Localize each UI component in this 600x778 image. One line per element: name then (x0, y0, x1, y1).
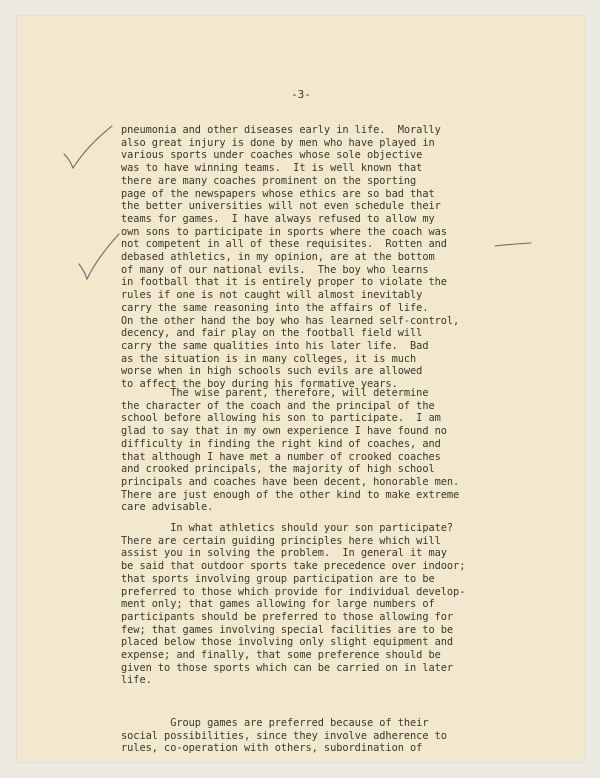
body-paragraph-3: In what athletics should your son participate? There are certain guiding principles here which will assist you in solving the problem. In general it may be said that outdoor sports take precedence over indoor; that sports involving group participation are to be preferred to those which provide for individual develop- ment only; that games allowing for large numbers of participants should be preferred to those allowing for few; that games involving special facilities are to be placed below those involving only slight equipment and expense; and finally, that some preference should be given to those sports which can be carried on in later life. (121, 522, 466, 687)
page-number: -3- (291, 88, 311, 101)
check-mark-2 (79, 234, 119, 279)
paper-blemish: ′ (27, 42, 32, 50)
check-mark-1 (64, 126, 112, 168)
body-paragraph-2: The wise parent, therefore, will determine the character of the coach and the principal of the school before allowing his son to participate. I am glad to say that in my own experience I have found no difficulty in finding the right kind of coaches, and that although I have met a number of crooked coaches and crooked principals, the majority of high school principals and coaches have been decent, honorable men. There are just enough of the other kind to make extreme care advisable. (121, 387, 460, 514)
body-paragraph-1: pneumonia and other diseases early in life. Morally also great injury is done by men who have played in various sports under coaches whose sole objective was to have winning teams. It is well known that there are many coaches prominent on the sporting page of the newspapers whose ethics are so bad that the better universities will not even schedule their teams for games. I have always refused to allow my own sons to participate in sports where the coach was not competent in all of these requisites. Rotten and debased athletics, in my opinion, are at the bottom of many of our national evils. The boy who learns in football that it is entirely proper to violate the rules if one is not caught will almost inevitably carry the same reasoning into the affairs of life. On the other hand the boy who has learned self-control, decency, and fair play on the football field will carry the same qualities into his later life. Bad as the situation is in many colleges, it is much worse when in high schools such evils are allowed to affect the boy during his formative years. (121, 124, 460, 391)
document-page (17, 16, 585, 762)
body-paragraph-4: Group games are preferred because of their social possibilities, since they involve adherence to rules, co-operation with others, subordination of (121, 717, 447, 755)
